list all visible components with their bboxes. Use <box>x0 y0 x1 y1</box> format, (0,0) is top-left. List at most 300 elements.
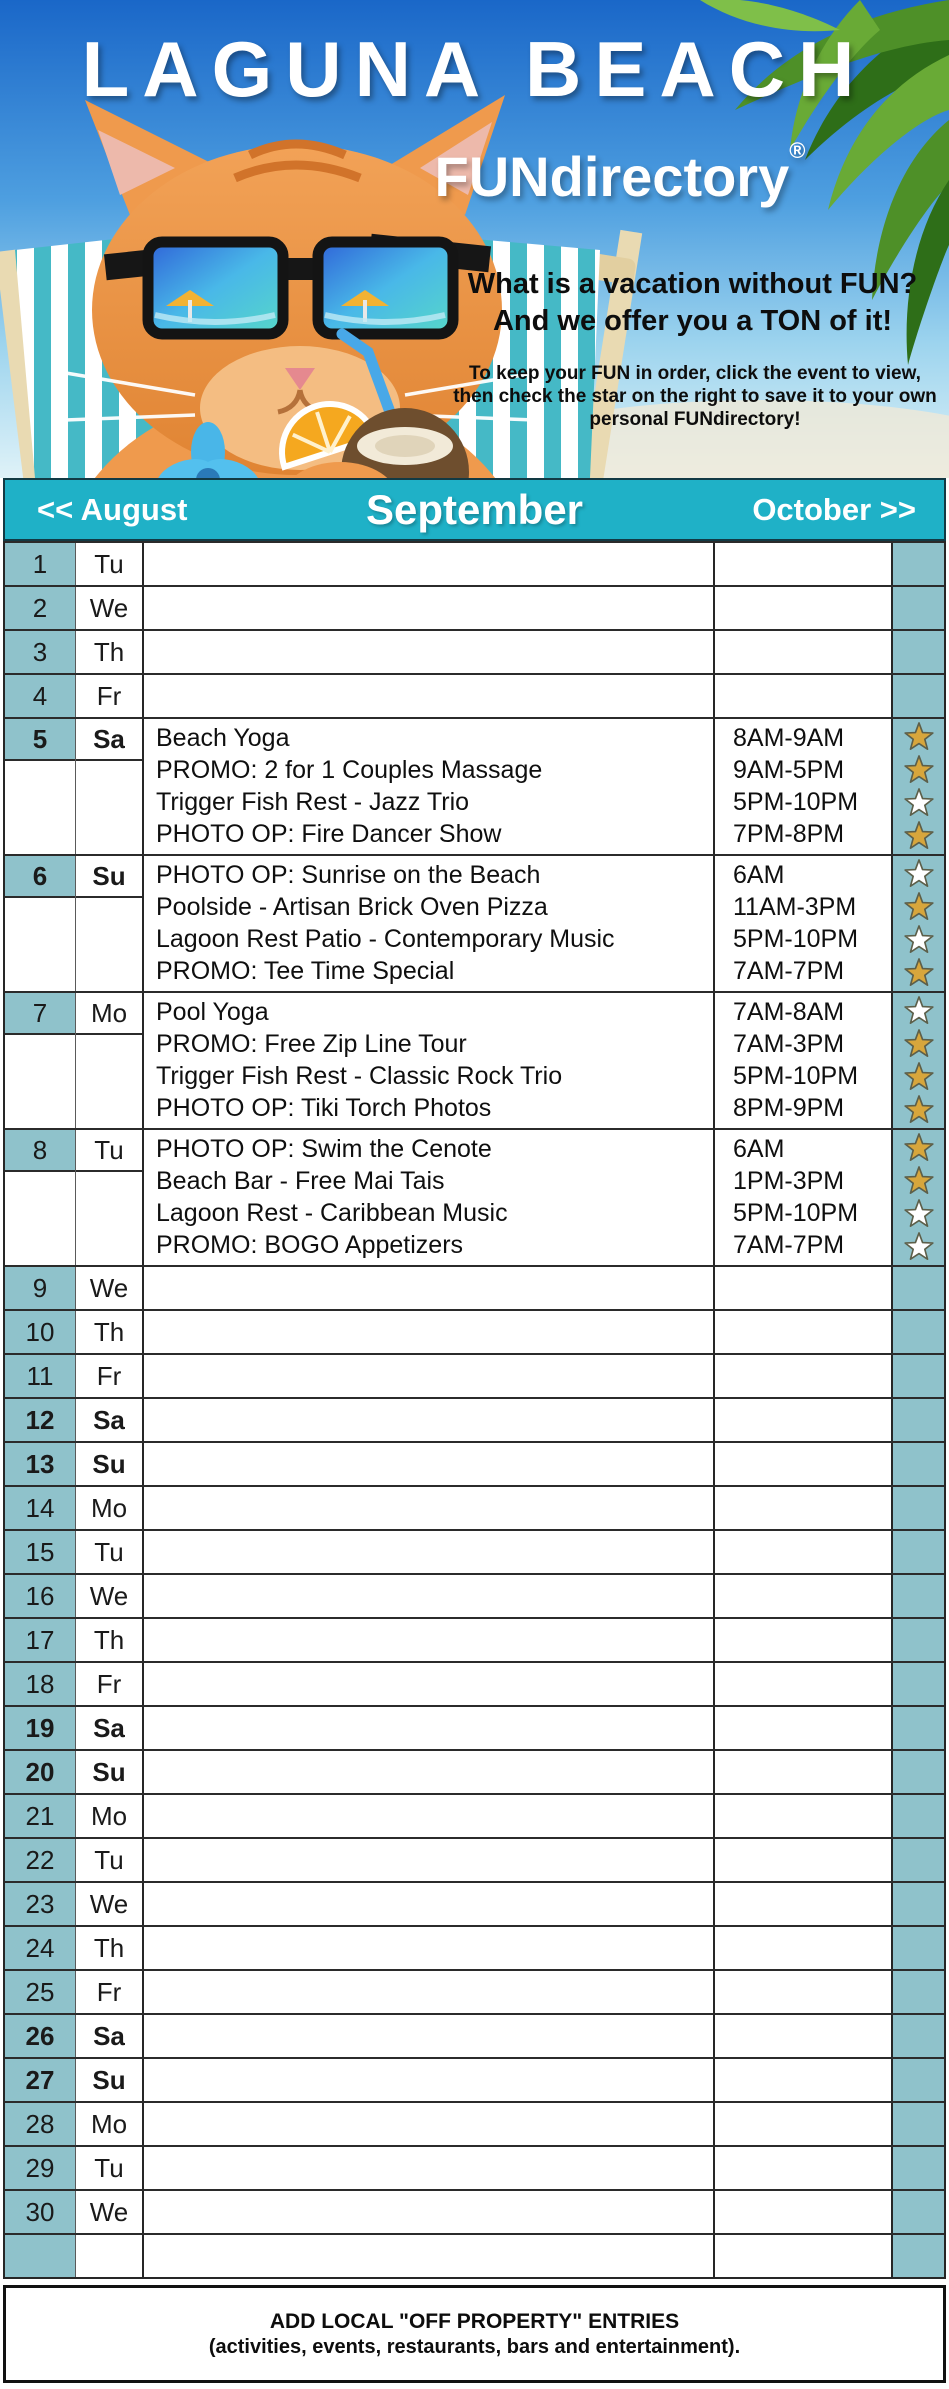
event-names <box>144 1267 715 1309</box>
day-number: 21 <box>25 1800 55 1831</box>
favorite-star-icon[interactable] <box>901 995 937 1026</box>
tagline-line2: And we offer you a TON of it! <box>492 305 893 337</box>
event-times <box>715 2147 893 2189</box>
star-column <box>893 2235 944 2277</box>
day-abbrev: Fr <box>96 1976 122 2007</box>
day-number-cell <box>5 1487 76 1529</box>
event-times <box>715 1443 893 1485</box>
day-number-cell <box>5 1751 76 1793</box>
calendar-day-row <box>5 2233 944 2277</box>
star-column <box>893 2015 944 2057</box>
calendar-day-row <box>5 673 944 717</box>
day-abbrev-cell <box>76 1355 144 1397</box>
tagline-line1: What is a vacation without FUN? <box>467 268 918 300</box>
day-number-cell <box>5 993 76 1128</box>
star-column <box>893 719 944 854</box>
day-number: 4 <box>32 680 48 711</box>
event-time: 5PM-10PM <box>733 925 859 953</box>
favorite-star-icon[interactable] <box>901 721 937 752</box>
event-names <box>144 1355 715 1397</box>
day-abbrev-cell <box>76 1883 144 1925</box>
day-abbrev: Tu <box>94 1134 124 1165</box>
day-number: 7 <box>32 997 48 1028</box>
event-names <box>144 543 715 585</box>
star-column <box>893 1575 944 1617</box>
day-number-cell <box>5 2235 76 2277</box>
day-number: 12 <box>25 1404 55 1435</box>
star-column <box>893 1487 944 1529</box>
star-column <box>893 1531 944 1573</box>
event-times <box>715 719 893 854</box>
star-column <box>893 1927 944 1969</box>
day-abbrev-cell <box>76 1927 144 1969</box>
day-abbrev-cell <box>76 2235 144 2277</box>
event-times <box>715 1883 893 1925</box>
event-names <box>144 1883 715 1925</box>
day-abbrev-cell <box>76 1751 144 1793</box>
day-number: 3 <box>32 636 48 667</box>
day-number-cell <box>5 2059 76 2101</box>
day-abbrev: Su <box>92 1448 126 1479</box>
day-number: 24 <box>25 1932 55 1963</box>
day-number-cell <box>5 1839 76 1881</box>
day-number: 14 <box>25 1492 55 1523</box>
day-number: 16 <box>25 1580 55 1611</box>
star-column <box>893 1619 944 1661</box>
calendar-day-row <box>5 2057 944 2101</box>
day-abbrev-cell <box>76 1130 144 1265</box>
day-abbrev-cell <box>76 1619 144 1661</box>
event-time: 8AM-9AM <box>733 724 845 752</box>
favorite-star-icon[interactable] <box>901 787 937 818</box>
event-names <box>144 1839 715 1881</box>
day-abbrev: Tu <box>94 1844 124 1875</box>
day-abbrev-cell <box>76 2103 144 2145</box>
event-title[interactable]: Beach Yoga <box>156 724 290 752</box>
star-column <box>893 1267 944 1309</box>
day-number: 23 <box>25 1888 55 1919</box>
star-column <box>893 1443 944 1485</box>
event-names <box>144 1311 715 1353</box>
day-abbrev: Sa <box>93 2020 125 2051</box>
day-number-cell <box>5 543 76 585</box>
event-times <box>715 1531 893 1573</box>
star-column <box>893 1707 944 1749</box>
event-time: 7AM-8AM <box>733 998 845 1026</box>
star-column <box>893 2147 944 2189</box>
event-names <box>144 675 715 717</box>
day-number: 18 <box>25 1668 55 1699</box>
calendar-day-row <box>5 1397 944 1441</box>
day-number-cell <box>5 1575 76 1617</box>
calendar-day-row <box>5 2145 944 2189</box>
day-abbrev-cell <box>76 675 144 717</box>
event-title[interactable]: PHOTO OP: Swim the Cenote <box>156 1135 492 1163</box>
event-times <box>715 1130 893 1265</box>
day-abbrev: Th <box>93 636 125 667</box>
day-abbrev: Tu <box>94 548 124 579</box>
event-times <box>715 1311 893 1353</box>
event-time: 9AM-5PM <box>733 756 845 784</box>
event-names <box>144 631 715 673</box>
day-abbrev-cell <box>76 1971 144 2013</box>
day-abbrev: Sa <box>93 723 125 754</box>
star-column <box>893 856 944 991</box>
day-abbrev-cell <box>76 1399 144 1441</box>
day-abbrev: Tu <box>94 2152 124 2183</box>
day-number: 28 <box>25 2108 55 2139</box>
event-times <box>715 1795 893 1837</box>
calendar-day-row <box>5 1969 944 2013</box>
event-names <box>144 1130 715 1265</box>
day-number: 15 <box>25 1536 55 1567</box>
day-number-cell <box>5 2147 76 2189</box>
day-abbrev: We <box>89 1888 129 1919</box>
star-column <box>893 675 944 717</box>
day-number-cell <box>5 1883 76 1925</box>
event-names <box>144 587 715 629</box>
day-number: 5 <box>32 723 48 754</box>
day-number: 30 <box>25 2196 55 2227</box>
event-title[interactable]: PHOTO OP: Sunrise on the Beach <box>156 861 541 889</box>
event-names <box>144 2235 715 2277</box>
day-number: 13 <box>25 1448 55 1479</box>
day-abbrev-cell <box>76 1575 144 1617</box>
event-title[interactable]: Pool Yoga <box>156 998 269 1026</box>
calendar-day-row <box>5 629 944 673</box>
day-number: 6 <box>32 860 48 891</box>
day-abbrev: Mo <box>90 2108 128 2139</box>
favorite-star-icon[interactable] <box>901 1165 937 1196</box>
calendar-grid <box>3 541 946 2279</box>
calendar-day-row <box>5 991 944 1128</box>
star-column <box>893 993 944 1128</box>
event-times <box>715 2191 893 2233</box>
day-number-cell <box>5 1311 76 1353</box>
event-names <box>144 1575 715 1617</box>
day-number-cell <box>5 631 76 673</box>
star-column <box>893 1795 944 1837</box>
favorite-star-icon[interactable] <box>901 820 937 851</box>
event-time: 11AM-3PM <box>733 893 857 921</box>
day-number-cell <box>5 587 76 629</box>
event-names <box>144 2015 715 2057</box>
next-month-button[interactable]: October >> <box>752 491 916 527</box>
calendar-day-row <box>5 2013 944 2057</box>
calendar-day-row <box>5 585 944 629</box>
day-abbrev: Mo <box>90 997 128 1028</box>
day-abbrev-cell <box>76 1267 144 1309</box>
event-times <box>715 2235 893 2277</box>
calendar-day-row <box>5 854 944 991</box>
star-column <box>893 1663 944 1705</box>
star-column <box>893 1751 944 1793</box>
event-title[interactable]: Poolside - Artisan Brick Oven Pizza <box>156 893 548 921</box>
event-names <box>144 719 715 854</box>
event-names <box>144 1927 715 1969</box>
day-abbrev: Fr <box>96 1360 122 1391</box>
event-times <box>715 1355 893 1397</box>
day-number: 2 <box>32 592 48 623</box>
star-column <box>893 1399 944 1441</box>
event-times <box>715 1619 893 1661</box>
day-abbrev: Sa <box>93 1712 125 1743</box>
event-title[interactable]: Lagoon Rest - Caribbean Music <box>156 1199 508 1227</box>
day-abbrev: Su <box>92 860 126 891</box>
day-abbrev: Su <box>92 1756 126 1787</box>
day-number-cell <box>5 675 76 717</box>
footer-line2: (activities, events, restaurants, bars and entertainment). <box>208 2335 741 2358</box>
day-abbrev: Fr <box>96 1668 122 1699</box>
day-abbrev-cell <box>76 1487 144 1529</box>
day-number-cell <box>5 2191 76 2233</box>
calendar-day-row <box>5 1573 944 1617</box>
event-names <box>144 993 715 1128</box>
event-names <box>144 1795 715 1837</box>
header-banner <box>0 0 949 478</box>
event-time: 7PM-8PM <box>733 820 845 848</box>
star-column <box>893 1355 944 1397</box>
event-title[interactable]: PHOTO OP: Tiki Torch Photos <box>156 1094 492 1122</box>
calendar-day-row <box>5 717 944 854</box>
favorite-star-icon[interactable] <box>901 754 937 785</box>
day-abbrev: Th <box>93 1624 125 1655</box>
star-column <box>893 631 944 673</box>
event-names <box>144 1487 715 1529</box>
day-abbrev: Tu <box>94 1536 124 1567</box>
calendar-day-row <box>5 1793 944 1837</box>
day-number-cell <box>5 1443 76 1485</box>
day-number-cell <box>5 1355 76 1397</box>
day-number-cell <box>5 1619 76 1661</box>
event-time: 1PM-3PM <box>733 1167 845 1195</box>
day-abbrev-cell <box>76 543 144 585</box>
star-column <box>893 1971 944 2013</box>
day-abbrev-cell <box>76 2015 144 2057</box>
event-names <box>144 1531 715 1573</box>
day-number-cell <box>5 1795 76 1837</box>
star-column <box>893 543 944 585</box>
day-number: 17 <box>25 1624 55 1655</box>
favorite-star-icon[interactable] <box>901 1132 937 1163</box>
event-time: 7AM-7PM <box>733 1231 845 1259</box>
star-column <box>893 1839 944 1881</box>
event-times <box>715 587 893 629</box>
event-title[interactable]: PROMO: BOGO Appetizers <box>156 1231 464 1259</box>
month-navigation-bar <box>3 478 946 541</box>
event-time: 5PM-10PM <box>733 1062 859 1090</box>
event-title[interactable]: PROMO: Tee Time Special <box>156 957 455 985</box>
star-column <box>893 587 944 629</box>
day-number-cell <box>5 1971 76 2013</box>
event-times <box>715 1839 893 1881</box>
calendar-day-row <box>5 1837 944 1881</box>
star-column <box>893 2059 944 2101</box>
day-abbrev: We <box>89 1580 129 1611</box>
event-time: 5PM-10PM <box>733 788 859 816</box>
favorite-star-icon[interactable] <box>901 1028 937 1059</box>
star-column <box>893 1130 944 1265</box>
brand-name: FUNdirectory <box>434 145 790 208</box>
calendar-day-row <box>5 1925 944 1969</box>
event-times <box>715 1575 893 1617</box>
event-names <box>144 2059 715 2101</box>
favorite-star-icon[interactable] <box>901 1231 937 1262</box>
favorite-star-icon[interactable] <box>901 957 937 988</box>
calendar-day-row <box>5 541 944 585</box>
day-abbrev: Th <box>93 1316 125 1347</box>
day-number: 9 <box>32 1272 48 1303</box>
favorite-star-icon[interactable] <box>901 1094 937 1125</box>
day-number-cell <box>5 856 76 991</box>
event-title[interactable]: Lagoon Rest Patio - Contemporary Music <box>156 925 615 953</box>
day-number-cell <box>5 1130 76 1265</box>
event-names <box>144 1443 715 1485</box>
favorite-star-icon[interactable] <box>901 924 937 955</box>
event-names <box>144 1399 715 1441</box>
favorite-star-icon[interactable] <box>901 1198 937 1229</box>
event-names <box>144 1619 715 1661</box>
calendar-day-row <box>5 1309 944 1353</box>
event-time: 6AM <box>733 861 785 889</box>
event-names <box>144 2103 715 2145</box>
event-time: 7AM-7PM <box>733 957 845 985</box>
favorite-star-icon[interactable] <box>901 858 937 889</box>
tagline <box>440 266 945 340</box>
day-abbrev-cell <box>76 631 144 673</box>
event-times <box>715 993 893 1128</box>
event-names <box>144 1707 715 1749</box>
day-abbrev: Mo <box>90 1800 128 1831</box>
event-times <box>715 856 893 991</box>
calendar-day-row <box>5 1661 944 1705</box>
event-names <box>144 1663 715 1705</box>
event-times <box>715 2103 893 2145</box>
event-times <box>715 2059 893 2101</box>
day-number: 10 <box>25 1316 55 1347</box>
event-title[interactable]: Trigger Fish Rest - Classic Rock Trio <box>156 1062 563 1090</box>
day-number-cell <box>5 1399 76 1441</box>
calendar-day-row <box>5 1529 944 1573</box>
event-times <box>715 1971 893 2013</box>
event-times <box>715 2015 893 2057</box>
day-abbrev-cell <box>76 2191 144 2233</box>
calendar-day-row <box>5 1705 944 1749</box>
usage-instructions: To keep your FUN in order, click the event to view, then check the star on the right to save it to your own personal FUNdirectory! <box>453 363 937 430</box>
day-number: 8 <box>32 1134 48 1165</box>
day-abbrev-cell <box>76 719 144 854</box>
event-title[interactable]: Trigger Fish Rest - Jazz Trio <box>156 788 470 816</box>
day-abbrev-cell <box>76 1707 144 1749</box>
event-times <box>715 631 893 673</box>
day-number: 19 <box>25 1712 55 1743</box>
calendar-day-row <box>5 1441 944 1485</box>
day-number-cell <box>5 1707 76 1749</box>
event-times <box>715 1927 893 1969</box>
calendar-day-row <box>5 1881 944 1925</box>
day-number-cell <box>5 1663 76 1705</box>
day-number: 1 <box>32 548 48 579</box>
page-title: LAGUNA BEACH <box>81 25 868 113</box>
event-names <box>144 1751 715 1793</box>
day-number: 20 <box>25 1756 55 1787</box>
day-number: 22 <box>25 1844 55 1875</box>
calendar-day-row <box>5 1265 944 1309</box>
star-column <box>893 1883 944 1925</box>
calendar-day-row <box>5 1617 944 1661</box>
day-abbrev: Fr <box>96 680 122 711</box>
prev-month-button[interactable]: << August <box>37 491 188 527</box>
day-abbrev: Sa <box>93 1404 125 1435</box>
event-title[interactable]: PHOTO OP: Fire Dancer Show <box>156 820 502 848</box>
event-time: 7AM-3PM <box>733 1030 845 1058</box>
day-number: 25 <box>25 1976 55 2007</box>
event-times <box>715 1751 893 1793</box>
event-time: 8PM-9PM <box>733 1094 845 1122</box>
calendar-day-row <box>5 2101 944 2145</box>
day-number: 26 <box>25 2020 55 2051</box>
calendar-day-row <box>5 1128 944 1265</box>
day-number-cell <box>5 719 76 854</box>
day-abbrev: Th <box>93 1932 125 1963</box>
day-abbrev: We <box>89 1272 129 1303</box>
event-names <box>144 1971 715 2013</box>
day-abbrev-cell <box>76 1795 144 1837</box>
event-names <box>144 2191 715 2233</box>
brand-title <box>310 138 930 209</box>
day-number-cell <box>5 2015 76 2057</box>
event-times <box>715 675 893 717</box>
event-title[interactable]: PROMO: Free Zip Line Tour <box>156 1030 467 1058</box>
star-column <box>893 2191 944 2233</box>
event-times <box>715 1267 893 1309</box>
event-times <box>715 1399 893 1441</box>
current-month-label: September <box>365 485 584 533</box>
day-abbrev: We <box>89 592 129 623</box>
calendar-day-row <box>5 1749 944 1793</box>
day-number: 29 <box>25 2152 55 2183</box>
day-abbrev-cell <box>76 2059 144 2101</box>
event-title[interactable]: PROMO: 2 for 1 Couples Massage <box>156 756 543 784</box>
day-number: 27 <box>25 2064 55 2095</box>
registered-mark: ® <box>789 138 806 163</box>
event-names <box>144 856 715 991</box>
day-number: 11 <box>26 1360 54 1391</box>
day-abbrev-cell <box>76 993 144 1128</box>
day-abbrev-cell <box>76 1839 144 1881</box>
star-column <box>893 1311 944 1353</box>
day-abbrev-cell <box>76 587 144 629</box>
day-abbrev: Mo <box>90 1492 128 1523</box>
calendar-day-row <box>5 1353 944 1397</box>
event-time: 6AM <box>733 1135 785 1163</box>
favorite-star-icon[interactable] <box>901 891 937 922</box>
day-abbrev-cell <box>76 1531 144 1573</box>
day-abbrev-cell <box>76 2147 144 2189</box>
calendar-day-row <box>5 1485 944 1529</box>
star-column <box>893 2103 944 2145</box>
day-number-cell <box>5 1267 76 1309</box>
favorite-star-icon[interactable] <box>901 1061 937 1092</box>
event-times <box>715 1707 893 1749</box>
event-time: 5PM-10PM <box>733 1199 859 1227</box>
event-times <box>715 543 893 585</box>
day-abbrev-cell <box>76 1663 144 1705</box>
day-abbrev-cell <box>76 856 144 991</box>
footer-line1: ADD LOCAL "OFF PROPERTY" ENTRIES <box>269 2309 680 2333</box>
event-title[interactable]: Beach Bar - Free Mai Tais <box>156 1167 445 1195</box>
footer-note <box>3 2285 946 2383</box>
